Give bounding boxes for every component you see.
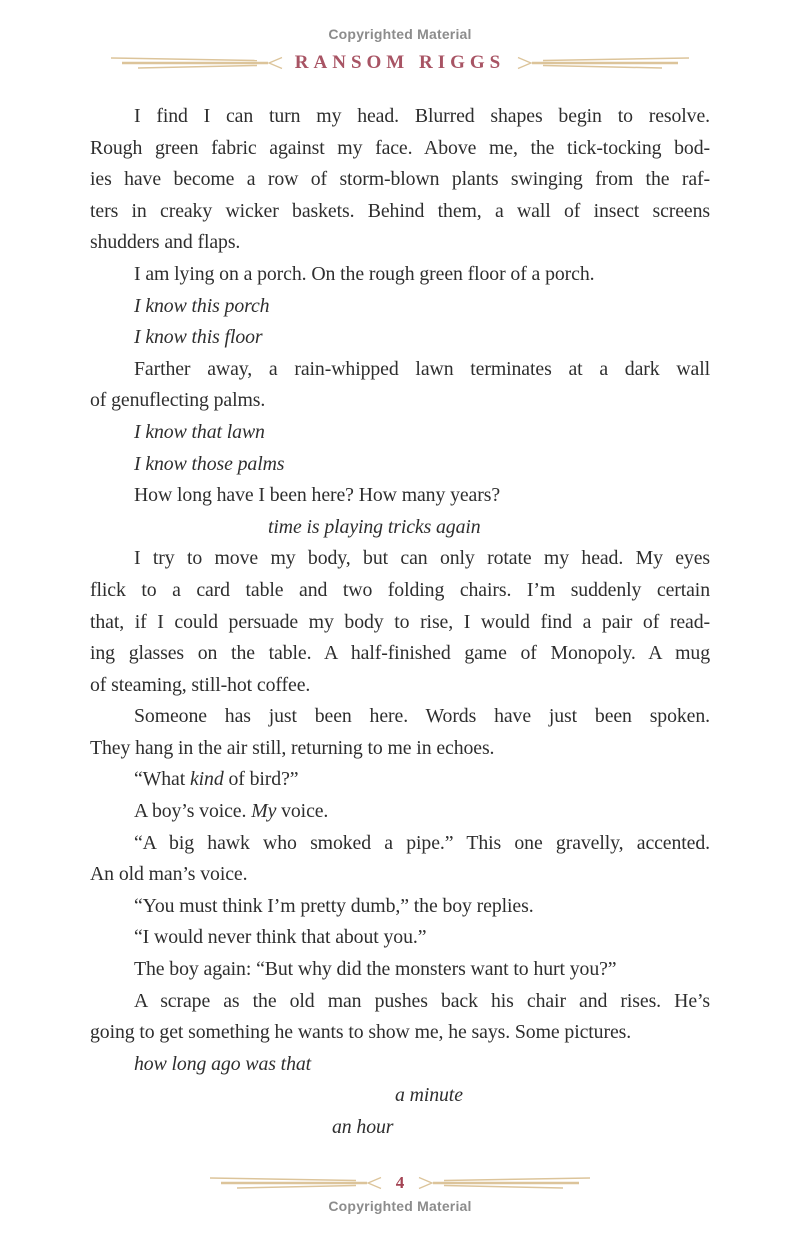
text-line: going to get something he wants to show me, he says. Some pictures. [90,1021,632,1044]
paragraph [90,543,710,701]
text-line: I know this floor [134,326,263,349]
text-line: flick to a card table and two folding chairs. I’m suddenly certain [90,578,710,601]
text-line: I try to move my body, but can only rotate my head. My eyes [134,547,710,570]
text-line: ters in creaky wicker baskets. Behind them, a wall of insect screens [90,199,710,222]
paragraph [90,259,710,291]
text-line: shudders and flaps. [90,231,241,254]
paragraph [90,796,710,828]
paragraph [90,322,710,354]
text-line: I am lying on a porch. On the rough green floor of a porch. [134,262,595,285]
flourish-left-icon [210,1173,382,1193]
paragraph [332,1112,710,1144]
text-line: I know this porch [134,294,270,317]
text-line: of genuflecting palms. [90,389,266,412]
text-block [90,101,710,1144]
text-line: A boy’s voice. My voice. [134,800,329,823]
paragraph [90,764,710,796]
paragraph [395,1080,710,1112]
text-line: that, if I could persuade my body to rise, I would find a pair of read- [90,610,710,633]
paragraph [90,922,710,954]
text-line: a minute [395,1084,463,1107]
paragraph [90,291,710,323]
text-line: an hour [332,1116,394,1138]
text-line: How long have I been here? How many years? [134,484,501,507]
text-line: I find I can turn my head. Blurred shapes begin to resolve. [134,105,710,127]
author-name: RANSOM RIGGS [294,52,506,73]
text-line: “I would never think that about you.” [134,926,427,949]
paragraph [90,101,710,259]
flourish-right-icon [517,53,689,73]
paragraph [90,417,710,449]
text-line: I know those palms [134,452,285,475]
copyright-notice-top: Copyrighted Material [328,26,472,42]
page-number-banner [0,1171,800,1195]
text-line: A scrape as the old man pushes back his chair and rises. He’s [134,989,710,1012]
paragraph [90,828,710,891]
text-line: ing glasses on the table. A half-finished game of Monopoly. A mug [90,642,710,665]
text-line: how long ago was that [134,1052,312,1075]
paragraph [90,1049,710,1081]
paragraph [268,512,710,544]
text-line: “A big hawk who smoked a pipe.” This one gravelly, accented. [134,831,710,854]
page-header [0,0,800,75]
paragraph [90,480,710,512]
page-number: 4 [395,1172,405,1192]
paragraph [90,954,710,986]
text-line: Someone has just been here. Words have just been spoken. [134,705,710,728]
paragraph [90,986,710,1049]
paragraph [90,449,710,481]
text-line: time is playing tricks again [268,515,481,538]
paragraph [90,354,710,417]
text-line: I know that lawn [134,420,265,443]
text-line: “What kind of bird?” [134,768,299,791]
copyright-notice-bottom: Copyrighted Material [328,1197,472,1214]
paragraph [90,701,710,764]
flourish-right-icon [418,1173,590,1193]
author-banner [0,51,800,75]
text-line: Rough green fabric against my face. Above me, the tick-tocking bod- [90,136,710,159]
page-footer [0,1171,800,1214]
text-line: ies have become a row of storm-blown plants swinging from the raf- [90,168,710,191]
text-line: They hang in the air still, returning to me in echoes. [90,736,495,759]
text-line: An old man’s voice. [90,863,248,886]
text-line: The boy again: “But why did the monsters want to hurt you?” [134,958,617,981]
flourish-left-icon [111,53,283,73]
paragraph [90,891,710,923]
text-line: “You must think I’m pretty dumb,” the boy replies. [134,894,534,917]
text-line: of steaming, still-hot coffee. [90,673,311,696]
text-line: Farther away, a rain-whipped lawn terminates at a dark wall [134,357,710,380]
